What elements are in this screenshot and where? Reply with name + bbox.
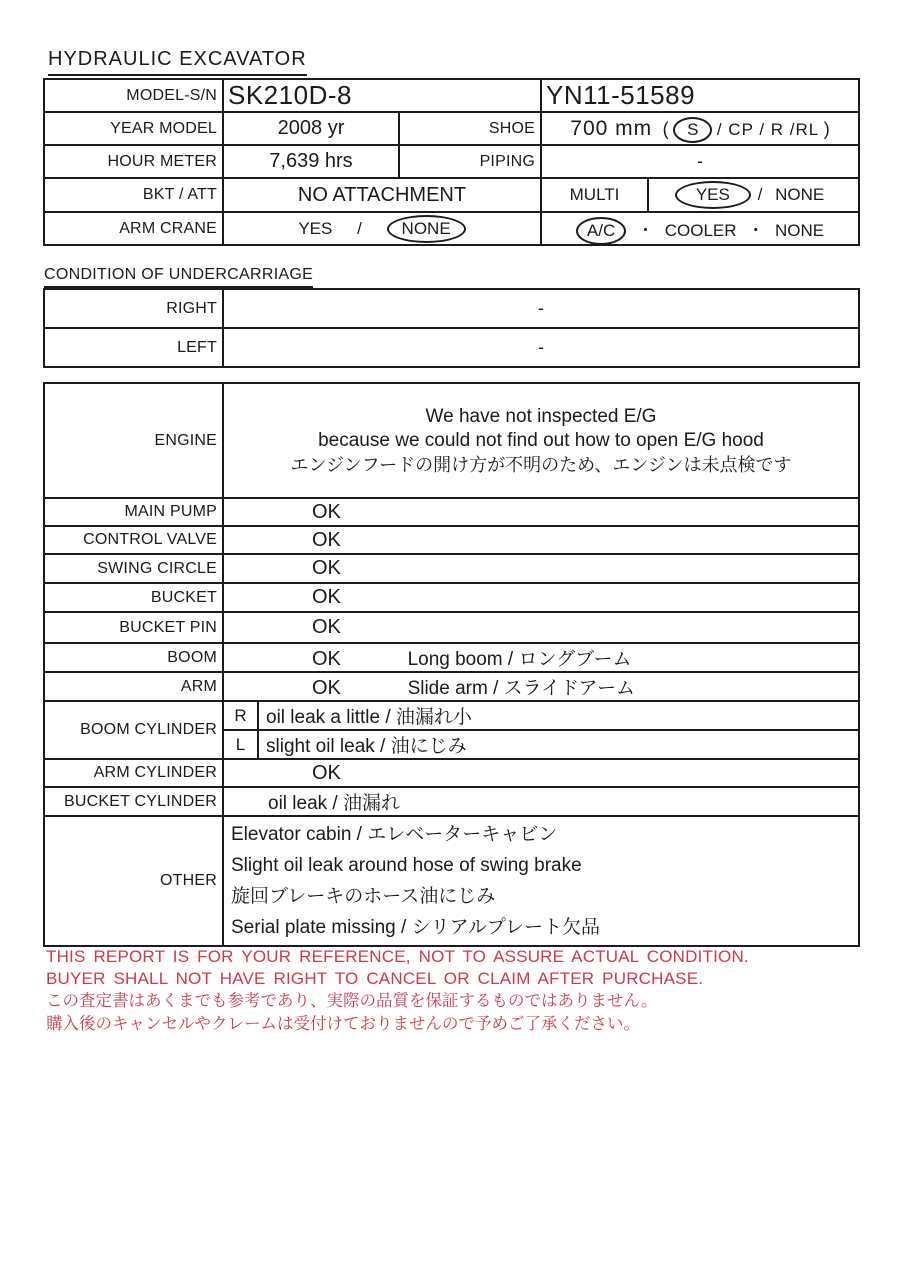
engine-row (44, 383, 859, 498)
main-pump-label: MAIN PUMP (44, 498, 223, 526)
spec-row-year-shoe (44, 112, 859, 145)
disclaimer-line-jp: 購入後のキャンセルやクレームは受付けておりませんので予めご了承ください。 (46, 1015, 640, 1033)
other-row (44, 816, 859, 946)
model-sn-label: MODEL-S/N (44, 79, 223, 112)
bucket-cylinder-status: oil leak / 油漏れ (223, 787, 859, 816)
arm-status-cell (223, 672, 859, 701)
other-label: OTHER (44, 816, 223, 946)
other-remark-line: 旋回ブレーキのホース油にじみ (231, 886, 496, 907)
control-valve-status: OK (223, 526, 859, 554)
arm-crane-yes-option: YES (298, 218, 333, 238)
arm-cylinder-status: OK (223, 759, 859, 787)
inspection-table (43, 382, 860, 947)
boom-status: OK (312, 648, 341, 670)
other-remark-line: Serial plate missing / シリアルプレート欠品 (231, 917, 601, 938)
left-track-value: - (223, 328, 859, 367)
piping-value: - (541, 145, 859, 178)
disclaimer-block (46, 946, 749, 1036)
other-remark-line: Slight oil leak around hose of swing brake (231, 855, 582, 876)
bkt-att-value: NO ATTACHMENT (223, 178, 541, 212)
ac-dot-1: ・ (636, 221, 654, 240)
ac-none-option: NONE (774, 221, 825, 240)
left-track-label: LEFT (44, 328, 223, 367)
serial-number-value: YN11-51589 (541, 79, 859, 112)
boom-cylinder-right-side: R (223, 701, 258, 730)
bucket-cylinder-label: BUCKET CYLINDER (44, 787, 223, 816)
table-row (44, 498, 859, 526)
main-pump-status: OK (223, 498, 859, 526)
disclaimer-line-en: THIS REPORT IS FOR YOUR REFERENCE, NOT TO ASSURE ACTUAL CONDITION. (46, 947, 749, 966)
other-remarks (223, 816, 859, 946)
multi-label: MULTI (541, 178, 648, 212)
bkt-att-label: BKT / ATT (44, 178, 223, 212)
piping-label: PIPING (399, 145, 541, 178)
shoe-paren-open: ( (662, 118, 669, 139)
bucket-status: OK (223, 583, 859, 612)
boom-row (44, 643, 859, 672)
engine-remark-line: We have not inspected E/G (425, 405, 657, 427)
shoe-type-options: / CP / R /RL (716, 119, 820, 139)
boom-cylinder-left-note: slight oil leak / 油にじみ (258, 730, 859, 759)
other-remark-line: Elevator cabin / エレベーターキャビン (231, 824, 558, 845)
table-row (44, 289, 859, 328)
multi-separator: / (757, 185, 763, 204)
bucket-pin-status: OK (223, 612, 859, 643)
spec-row-model (44, 79, 859, 112)
right-track-label: RIGHT (44, 289, 223, 328)
boom-cylinder-label: BOOM CYLINDER (44, 701, 223, 759)
boom-status-cell (223, 643, 859, 672)
table-row (44, 328, 859, 367)
multi-yes-circled: YES (675, 181, 751, 209)
shoe-label: SHOE (399, 112, 541, 145)
year-model-label: YEAR MODEL (44, 112, 223, 145)
right-track-value: - (223, 289, 859, 328)
arm-crane-separator: / (357, 218, 362, 238)
undercarriage-table (43, 288, 860, 368)
arm-row (44, 672, 859, 701)
shoe-paren-close: ) (823, 118, 830, 139)
ac-dot-2: ・ (747, 221, 765, 240)
engine-remark-line: because we could not find out how to open E/G hood (318, 429, 764, 451)
table-row (44, 526, 859, 554)
shoe-type-circled: S (673, 117, 712, 143)
engine-remarks (223, 383, 859, 498)
swing-circle-label: SWING CIRCLE (44, 554, 223, 583)
boom-cylinder-left-side: L (223, 730, 258, 759)
control-valve-label: CONTROL VALVE (44, 526, 223, 554)
engine-remark-line-jp: エンジンフードの開け方が不明のため、エンジンは未点検です (290, 454, 792, 475)
shoe-size-value: 700 mm (570, 116, 653, 140)
boom-note: Long boom / ロングブーム (407, 649, 632, 670)
spec-row-armcrane-ac (44, 212, 859, 245)
boom-label: BOOM (44, 643, 223, 672)
page-title: HYDRAULIC EXCAVATOR (48, 48, 307, 76)
model-value: SK210D-8 (223, 79, 541, 112)
hour-meter-label: HOUR METER (44, 145, 223, 178)
year-model-value: 2008 yr (223, 112, 399, 145)
boom-cylinder-right-row (44, 701, 859, 730)
boom-cylinder-right-note: oil leak a little / 油漏れ小 (258, 701, 859, 730)
table-row (44, 759, 859, 787)
arm-note: Slide arm / スライドアーム (407, 678, 635, 699)
arm-crane-value (223, 212, 541, 245)
table-row (44, 554, 859, 583)
ac-cooler-value (541, 212, 859, 245)
arm-label: ARM (44, 672, 223, 701)
swing-circle-status: OK (223, 554, 859, 583)
shoe-value (541, 112, 859, 145)
bucket-label: BUCKET (44, 583, 223, 612)
disclaimer-line-jp: この査定書はあくまでも参考であり、実際の品質を保証するものではありません。 (46, 992, 658, 1010)
arm-status: OK (312, 677, 341, 699)
engine-label: ENGINE (44, 383, 223, 498)
table-row (44, 583, 859, 612)
bucket-pin-label: BUCKET PIN (44, 612, 223, 643)
ac-circled: A/C (576, 217, 626, 245)
undercarriage-heading: CONDITION OF UNDERCARRIAGE (44, 266, 313, 288)
hour-meter-value: 7,639 hrs (223, 145, 399, 178)
cooler-option: COOLER (664, 221, 737, 240)
multi-value (648, 178, 859, 212)
table-row (44, 612, 859, 643)
arm-crane-none-circled: NONE (387, 215, 466, 243)
multi-none-option: NONE (775, 185, 825, 204)
arm-crane-label: ARM CRANE (44, 212, 223, 245)
spec-table (43, 78, 860, 246)
disclaimer-line-en: BUYER SHALL NOT HAVE RIGHT TO CANCEL OR CLAIM AFTER PURCHASE. (46, 969, 704, 988)
table-row (44, 787, 859, 816)
arm-cylinder-label: ARM CYLINDER (44, 759, 223, 787)
spec-row-hour-piping (44, 145, 859, 178)
spec-row-bkt-multi (44, 178, 859, 212)
